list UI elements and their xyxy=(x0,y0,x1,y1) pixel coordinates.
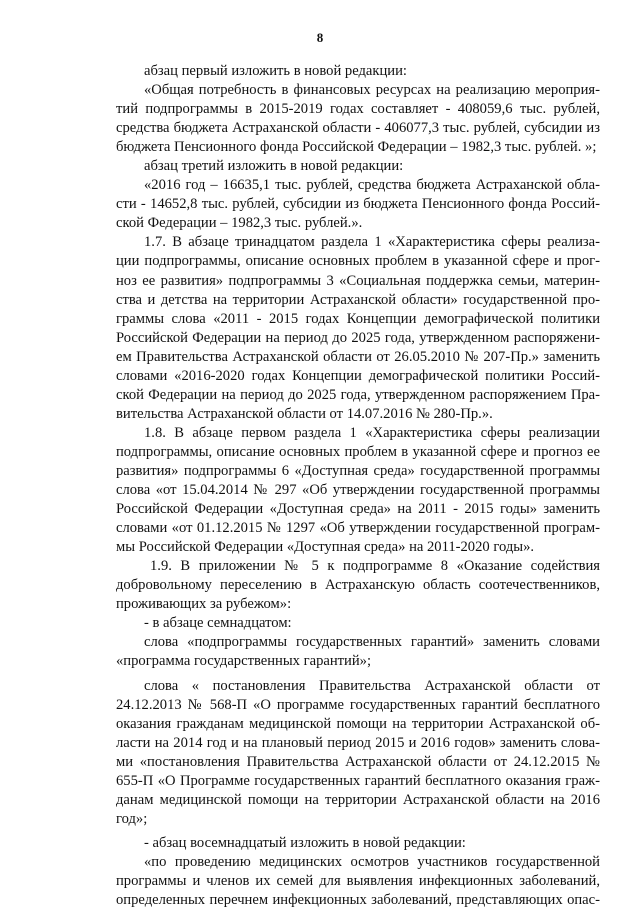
text-line: ми «постановления Правительства Астраханской области от 24.12.2015 № xyxy=(116,753,600,770)
paragraph xyxy=(116,233,600,423)
text-line: - абзац восемнадцатый изложить в новой редакции: xyxy=(144,834,466,851)
text-line: определенных перечнем инфекционных заболеваний, представляющих опас- xyxy=(116,892,600,909)
paragraph xyxy=(116,834,600,853)
paragraph xyxy=(116,633,600,671)
document-body xyxy=(116,62,600,910)
text-line: слова « постановления Правительства Астраханской области от xyxy=(144,677,600,694)
text-line: слова «от 15.04.2014 № 297 «Об утверждении государственной программы xyxy=(116,482,600,499)
paragraph xyxy=(116,424,600,557)
text-line: ласти на 2014 год и на плановый период 2015 и 2016 годов» заменить слова- xyxy=(116,734,600,751)
paragraph xyxy=(116,176,600,233)
text-line: добровольному переселению в Астраханскую область соотечественников, xyxy=(116,577,600,594)
text-line: сти - 14652,8 тыс. рублей, субсидии из бюджета Пенсионного фонда Россий- xyxy=(116,196,600,213)
text-line: абзац третий изложить в новой редакции: xyxy=(144,158,404,175)
text-line: мы Российской Федерации «Доступная среда» на 2011-2020 годы». xyxy=(116,539,535,556)
text-line: «по проведению медицинских осмотров участников государственной xyxy=(144,853,600,870)
text-line: Российской Федерации «Доступная среда» на 2011 - 2015 годы» заменить xyxy=(116,501,600,518)
text-line: словами «2016-2020 годах Концепции демографической политики Россий- xyxy=(116,367,600,384)
text-line: 24.12.2013 № 568-П «О программе государственных гарантий бесплатного xyxy=(116,696,600,713)
text-line: слова «подпрограммы государственных гарантий» заменить словами xyxy=(144,634,600,651)
text-line: средства бюджета Астраханской области - 406077,3 тыс. рублей, субсидии из xyxy=(116,120,600,137)
text-line: Российской Федерации на период до 2025 года, утвержденном распоряжени- xyxy=(116,329,600,346)
text-line: граммы слова «2011 - 2015 годах Концепции демографической политики xyxy=(116,310,600,327)
text-line: программы и членов их семей для выявления инфекционных заболеваний, xyxy=(116,872,600,889)
text-line: проживающих за рубежом»: xyxy=(116,596,292,613)
text-line: вительства Астраханской области от 14.07.2016 № 280-Пр.». xyxy=(116,405,493,422)
text-line: год»; xyxy=(116,810,148,827)
text-line: «Общая потребность в финансовых ресурсах на реализацию мероприя- xyxy=(144,82,600,99)
text-line: абзац первый изложить в новой редакции: xyxy=(144,63,407,79)
text-line: 655-П «О Программе государственных гарантий бесплатного оказания граж- xyxy=(116,772,600,789)
paragraph xyxy=(116,62,600,81)
text-line: ской Федерации – 1982,3 тыс. рублей.». xyxy=(116,215,363,232)
text-line: ской Федерации на период до 2025 года, утвержденном распоряжением Пра- xyxy=(116,386,600,403)
paragraph xyxy=(116,81,600,157)
text-line: «2016 год – 16635,1 тыс. рублей, средства бюджета Астраханской обла- xyxy=(144,177,600,194)
text-line: данам медицинской помощи на территории Астраханской области на 2016 xyxy=(116,791,600,808)
text-line: ства и детства на территории Астраханской области» государственной про- xyxy=(116,291,600,308)
paragraph xyxy=(116,614,600,633)
text-line: словами «от 01.12.2015 № 1297 «Об утверждении государственной програм- xyxy=(116,520,600,537)
paragraph xyxy=(116,853,600,910)
paragraph xyxy=(116,157,600,176)
text-line: «программа государственных гарантий»; xyxy=(116,653,372,670)
page-number: 8 xyxy=(316,30,324,45)
text-line: оказания гражданам медицинской помощи на территории Астраханской об- xyxy=(116,715,600,732)
text-line: ем Правительства Астраханской области от 26.05.2010 № 207-Пр.» заменить xyxy=(116,348,600,365)
text-line: 1.7. В абзаце тринадцатом раздела 1 «Характеристика сферы реализа- xyxy=(144,234,600,251)
paragraph xyxy=(116,677,600,829)
paragraph xyxy=(116,557,600,614)
text-line: тий подпрограммы в 2015-2019 годах составляет - 408059,6 тыс. рублей, xyxy=(116,101,600,118)
text-line: 1.9. В приложении № 5 к подпрограмме 8 «Оказание содействия xyxy=(150,558,600,575)
text-line: - в абзаце семнадцатом: xyxy=(144,615,292,632)
text-line: бюджета Пенсионного фонда Российской Федерации – 1982,3 тыс. рублей. »; xyxy=(116,139,597,156)
text-line: подпрограммы, описание основных проблем в указанной сфере и прогноз ее xyxy=(116,443,600,460)
text-line: развития» подпрограммы 6 «Доступная среда» государственной программы xyxy=(116,462,600,479)
text-line: ноз ее развития» подпрограммы 3 «Социальная поддержка семьи, материн- xyxy=(116,272,600,289)
text-line: ции подпрограммы, описание основных проблем в указанной сфере и прог- xyxy=(116,253,600,270)
text-line: 1.8. В абзаце первом раздела 1 «Характеристика сферы реализации xyxy=(144,424,600,441)
